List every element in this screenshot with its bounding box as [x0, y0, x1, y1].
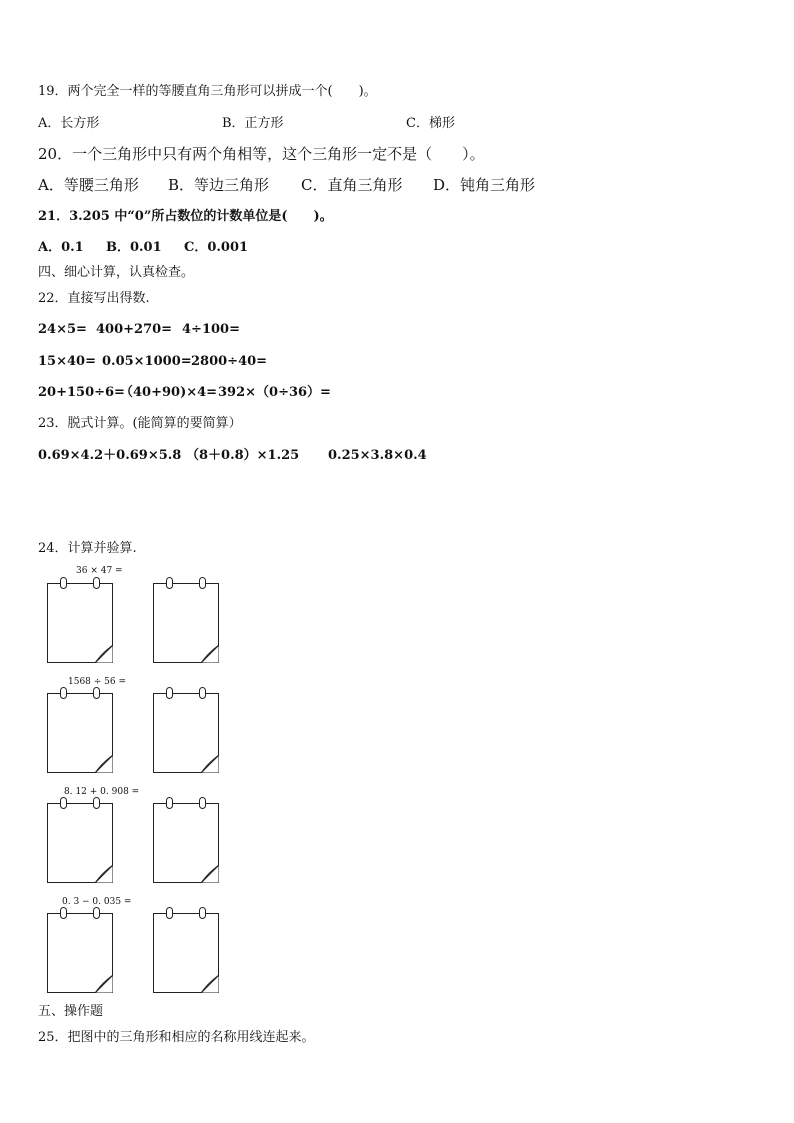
q19-stem: 19．两个完全一样的等腰直角三角形可以拼成一个( )。 [38, 84, 377, 99]
page-curl-icon [199, 643, 219, 663]
q20-option-b[interactable]: B．等边三角形 [168, 176, 270, 194]
q24-problem-3: 8. 12 + 0. 908 = [64, 787, 140, 797]
q23-item: （8＋0.8）×1.25 [186, 448, 300, 463]
ring-icon [93, 797, 100, 809]
page-curl-icon [93, 973, 113, 993]
ring-icon [93, 577, 100, 589]
q24-problem-4: 0. 3 − 0. 035 = [62, 897, 132, 907]
calc-pad[interactable] [47, 803, 113, 883]
q24-problem-2: 1568 ÷ 56 = [68, 677, 127, 687]
ring-icon [93, 687, 100, 699]
q22-item: 20+150÷6= [38, 385, 125, 400]
q23-item: 0.69×4.2＋0.69×5.8 [38, 448, 182, 463]
ring-icon [199, 577, 206, 589]
q20-stem: 20．一个三角形中只有两个角相等，这个三角形一定不是（ ）。 [38, 145, 485, 163]
q20-option-c[interactable]: C．直角三角形 [301, 176, 403, 194]
verify-pad[interactable] [153, 803, 219, 883]
q23-item: 0.25×3.8×0.4 [328, 448, 427, 463]
ring-icon [60, 797, 67, 809]
q22-item: （40+90)×4= [120, 385, 218, 400]
ring-icon [93, 907, 100, 919]
q19-option-c[interactable]: C．梯形 [406, 116, 455, 131]
q22-item: 0.05×1000= [102, 354, 192, 369]
ring-icon [166, 797, 173, 809]
verify-pad[interactable] [153, 693, 219, 773]
q22-item: 24×5= [38, 322, 87, 337]
q22-item: 2800÷40= [191, 354, 268, 369]
ring-icon [199, 797, 206, 809]
page-curl-icon [93, 643, 113, 663]
q19-option-a[interactable]: A．长方形 [38, 116, 100, 131]
q24-problem-1: 36 × 47 = [76, 566, 123, 576]
q22-item: 392×（0÷36）= [218, 385, 331, 400]
page-curl-icon [199, 753, 219, 773]
q21-stem: 21．3.205 中“0”所占数位的计数单位是( )。 [38, 209, 333, 224]
verify-pad[interactable] [153, 913, 219, 993]
q22-item: 15×40= [38, 354, 96, 369]
ring-icon [60, 907, 67, 919]
q20-option-d[interactable]: D．钝角三角形 [433, 176, 536, 194]
q22-stem: 22．直接写出得数. [38, 291, 150, 306]
q19-option-b[interactable]: B．正方形 [222, 116, 284, 131]
q20-option-a[interactable]: A．等腰三角形 [38, 176, 139, 194]
q22-item: 400+270= [96, 322, 173, 337]
q21-option-a[interactable]: A．0.1 [38, 240, 84, 255]
q24-stem: 24．计算并验算. [38, 541, 137, 556]
page-curl-icon [199, 863, 219, 883]
calc-pad[interactable] [47, 913, 113, 993]
ring-icon [60, 687, 67, 699]
section-5-heading: 五、操作题 [38, 1004, 104, 1019]
q25-stem: 25．把图中的三角形和相应的名称用线连起来。 [38, 1030, 315, 1045]
calc-pad[interactable] [47, 693, 113, 773]
ring-icon [166, 687, 173, 699]
ring-icon [60, 577, 67, 589]
ring-icon [166, 907, 173, 919]
ring-icon [199, 907, 206, 919]
ring-icon [199, 687, 206, 699]
ring-icon [166, 577, 173, 589]
q21-option-c[interactable]: C．0.001 [184, 240, 249, 255]
page-curl-icon [199, 973, 219, 993]
page-curl-icon [93, 863, 113, 883]
page-curl-icon [93, 753, 113, 773]
verify-pad[interactable] [153, 583, 219, 663]
q23-stem: 23．脱式计算。(能简算的要简算） [38, 416, 242, 431]
q22-item: 4÷100= [182, 322, 240, 337]
calc-pad[interactable] [47, 583, 113, 663]
section-4-heading: 四、细心计算，认真检查。 [38, 265, 195, 280]
q21-option-b[interactable]: B．0.01 [106, 240, 162, 255]
